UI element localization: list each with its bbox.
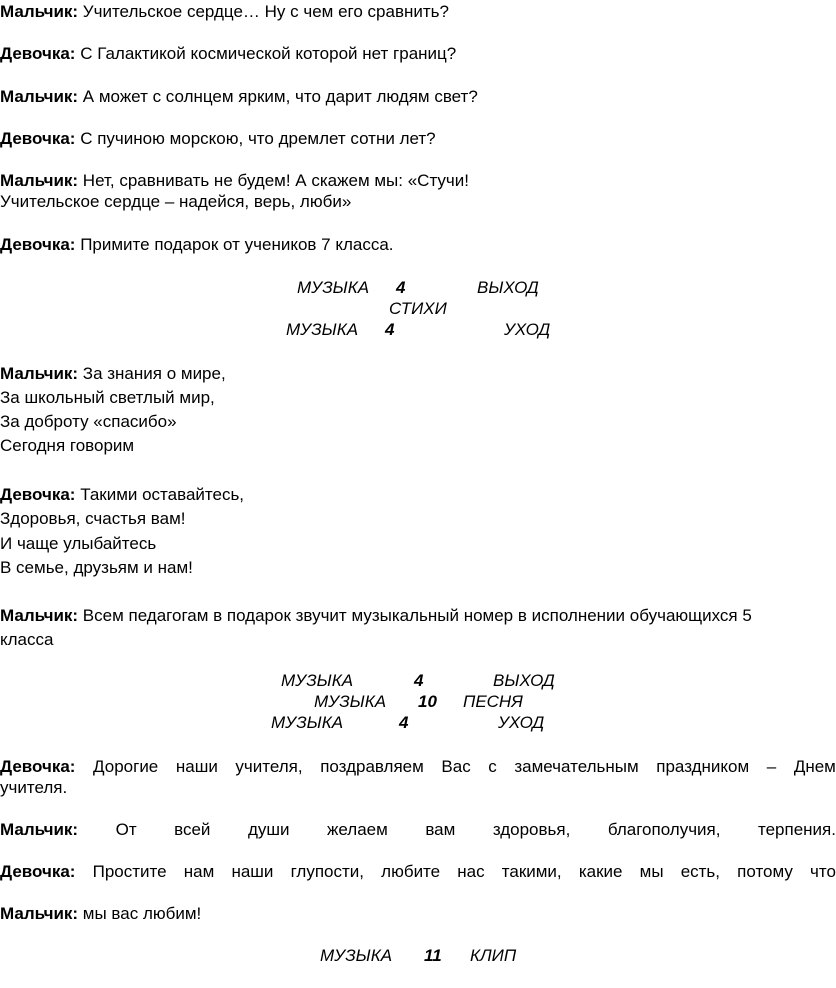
word: нас	[457, 862, 485, 881]
dialogue-line-3	[0, 87, 478, 107]
closing-text: мы вас любим!	[78, 904, 202, 923]
dialogue-line-1	[0, 2, 449, 22]
cue-number: 4	[414, 671, 424, 690]
word: какие	[578, 862, 623, 881]
word: праздником	[656, 757, 750, 776]
speaker-label: Мальчик:	[0, 606, 79, 625]
dialogue-line-2	[0, 44, 456, 64]
word: Дорогие	[93, 757, 159, 776]
cue-label: МУЗЫКА	[320, 946, 393, 965]
poem-line: Сегодня говорим	[0, 436, 135, 455]
speaker-label: Мальчик:	[0, 364, 79, 383]
word: желаем	[327, 820, 388, 839]
closing-line-3	[0, 862, 836, 882]
word: замечательным	[514, 757, 639, 776]
announcement-text: Всем педагогам в подарок звучит музыкальный номер в исполнении обучающихся 5	[78, 606, 752, 625]
cue-action: ВЫХОД	[477, 278, 539, 297]
poem-line: И чаще улыбайтесь	[0, 534, 157, 553]
speaker-label: Мальчик:	[0, 171, 79, 190]
dialogue-text: Учительское сердце… Ну с чем его сравнить?	[78, 2, 449, 21]
dialogue-text: А может с солнцем ярким, что дарит людям свет?	[78, 87, 478, 106]
closing-line-4	[0, 904, 201, 924]
word: благополучия,	[607, 820, 721, 839]
word: потому	[737, 862, 793, 881]
closing-line-1	[0, 757, 836, 777]
speaker-label: Мальчик:	[0, 820, 79, 839]
speaker-label: Мальчик:	[0, 2, 79, 21]
cue-label: СТИХИ	[389, 299, 447, 318]
speaker-label: Девочка:	[0, 862, 76, 881]
dialogue-text: Примите подарок от учеников 7 класса.	[75, 235, 394, 254]
poem-text: За знания о мире,	[78, 364, 226, 383]
word: терпения.	[758, 820, 836, 839]
closing-line-2	[0, 820, 836, 840]
poem-line: Здоровья, счастья вам!	[0, 509, 186, 528]
poem-line: В семье, друзьям и нам!	[0, 558, 193, 577]
cue-label: МУЗЫКА	[297, 278, 370, 297]
speaker-label: Мальчик:	[0, 87, 79, 106]
word: мы	[639, 862, 664, 881]
cue-label: МУЗЫКА	[271, 713, 344, 732]
announcement-cont: класса	[0, 630, 54, 649]
cue-number: 11	[424, 946, 442, 965]
word: Днем	[793, 757, 836, 776]
speaker-label: Девочка:	[0, 44, 76, 63]
word: наши	[175, 757, 218, 776]
dialogue-line-6	[0, 235, 394, 255]
announcement-line	[0, 606, 752, 626]
cue-number: 4	[396, 278, 406, 297]
cue-action: УХОД	[498, 713, 545, 732]
cue-action: КЛИП	[470, 946, 517, 965]
word: такими,	[501, 862, 562, 881]
dialogue-line-5	[0, 171, 469, 191]
word: всей	[174, 820, 211, 839]
speaker-label: Девочка:	[0, 757, 76, 776]
dialogue-line-4	[0, 129, 436, 149]
word: учителя,	[235, 757, 303, 776]
cue-action: УХОД	[504, 320, 551, 339]
word: наши	[231, 862, 274, 881]
closing-line-1-cont: учителя.	[0, 778, 68, 797]
speaker-label: Девочка:	[0, 485, 76, 504]
speaker-label: Девочка:	[0, 235, 76, 254]
word: души	[247, 820, 290, 839]
poem-line	[0, 485, 244, 505]
speaker-label: Девочка:	[0, 129, 76, 148]
word: здоровья,	[492, 820, 571, 839]
poem-line	[0, 364, 226, 384]
poem-line: За доброту «спасибо»	[0, 412, 177, 431]
word: –	[766, 757, 777, 776]
word: Простите	[92, 862, 167, 881]
word: что	[810, 862, 836, 881]
cue-label: МУЗЫКА	[281, 671, 354, 690]
word: с	[488, 757, 497, 776]
cue-label: МУЗЫКА	[314, 692, 387, 711]
dialogue-text: С пучиною морскою, что дремлет сотни лет?	[75, 129, 436, 148]
poem-text: Такими оставайтесь,	[75, 485, 245, 504]
dialogue-text: Нет, сравнивать не будем! А скажем мы: «Стучи!	[78, 171, 470, 190]
word: поздравляем	[320, 757, 424, 776]
word: От	[115, 820, 137, 839]
word: Вас	[441, 757, 471, 776]
word: нам	[183, 862, 215, 881]
word: вам	[425, 820, 456, 839]
cue-number: 10	[418, 692, 437, 711]
word: есть,	[680, 862, 721, 881]
cue-number: 4	[385, 320, 395, 339]
cue-action: ПЕСНЯ	[463, 692, 523, 711]
speaker-label: Мальчик:	[0, 904, 79, 923]
cue-number: 4	[399, 713, 409, 732]
cue-label: МУЗЫКА	[286, 320, 359, 339]
word: глупости,	[290, 862, 364, 881]
cue-action: ВЫХОД	[493, 671, 555, 690]
dialogue-text: С Галактикой космической которой нет границ?	[75, 44, 457, 63]
dialogue-line-5-cont: Учительское сердце – надейся, верь, люби»	[0, 192, 352, 211]
poem-line: За школьный светлый мир,	[0, 388, 215, 407]
word: любите	[381, 862, 441, 881]
